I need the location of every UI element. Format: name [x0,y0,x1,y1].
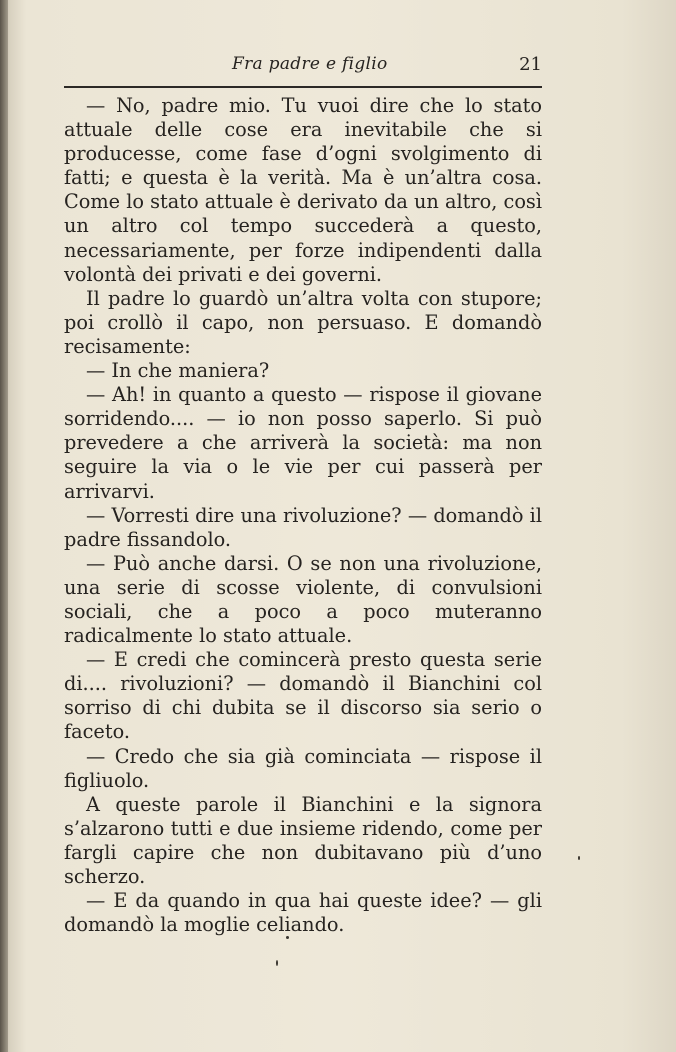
paragraph-7: — E credi che comincerà presto questa serie di.... rivoluzioni? — domandò il Bianchini col sorriso di chi dubita se il discorso sia serio o faceto. [64,648,542,744]
paragraph-10: — E da quando in qua hai queste idee? — gli domandò la moglie celiando. [64,889,542,937]
paragraph-1: — No, padre mio. Tu vuoi dire che lo stato attuale delle cose era inevitabile che si producesse, come fase d’ogni svolgimento di fatti; e questa è la verità. Ma è un’altra cosa. Come lo stato attuale è derivato da un altro, così un altro col tempo succederà a questo, necessariamente, per forze indipendenti dalla volontà dei privati e dei governi. [64,94,542,286]
paragraph-6: — Può anche darsi. O se non una rivoluzione, una serie di scosse violente, di convulsioni sociali, che a poco a poco muteranno radicalmente lo stato attuale. [64,551,542,648]
paragraph-8: — Credo che sia già cominciata — rispose il figliuolo. [64,744,542,792]
page-number: 21 [519,54,542,75]
paragraph-3: — In che maniera? [86,359,270,383]
paragraph-5: — Vorresti dire una rivoluzione? — domandò il padre fissandolo. [64,503,542,551]
paragraph-9: A queste parole il Bianchini e la signora s’alzarono tutti e due insieme ridendo, come per fargli capire che non dubitavano più d’uno scherzo. [64,792,542,888]
ink-speck [578,856,580,860]
running-title: Fra padre e figlio [232,54,388,74]
ink-speck [286,936,289,939]
paragraph-2: Il padre lo guardò un’altra volta con stupore; poi crollò il capo, non persuaso. E domandò recisamente: [64,286,542,358]
page-header [64,46,542,80]
body-text [64,94,542,937]
binding-shadow [0,0,8,1052]
header-rule [64,86,542,88]
paragraph-4: — Ah! in quanto a questo — rispose il giovane sorridendo.... — io non posso saperlo. Si può prevedere a che arriverà la società: ma non seguire la via o le vie per cui passerà per arrivarvi. [64,383,542,503]
ink-speck [276,960,278,966]
